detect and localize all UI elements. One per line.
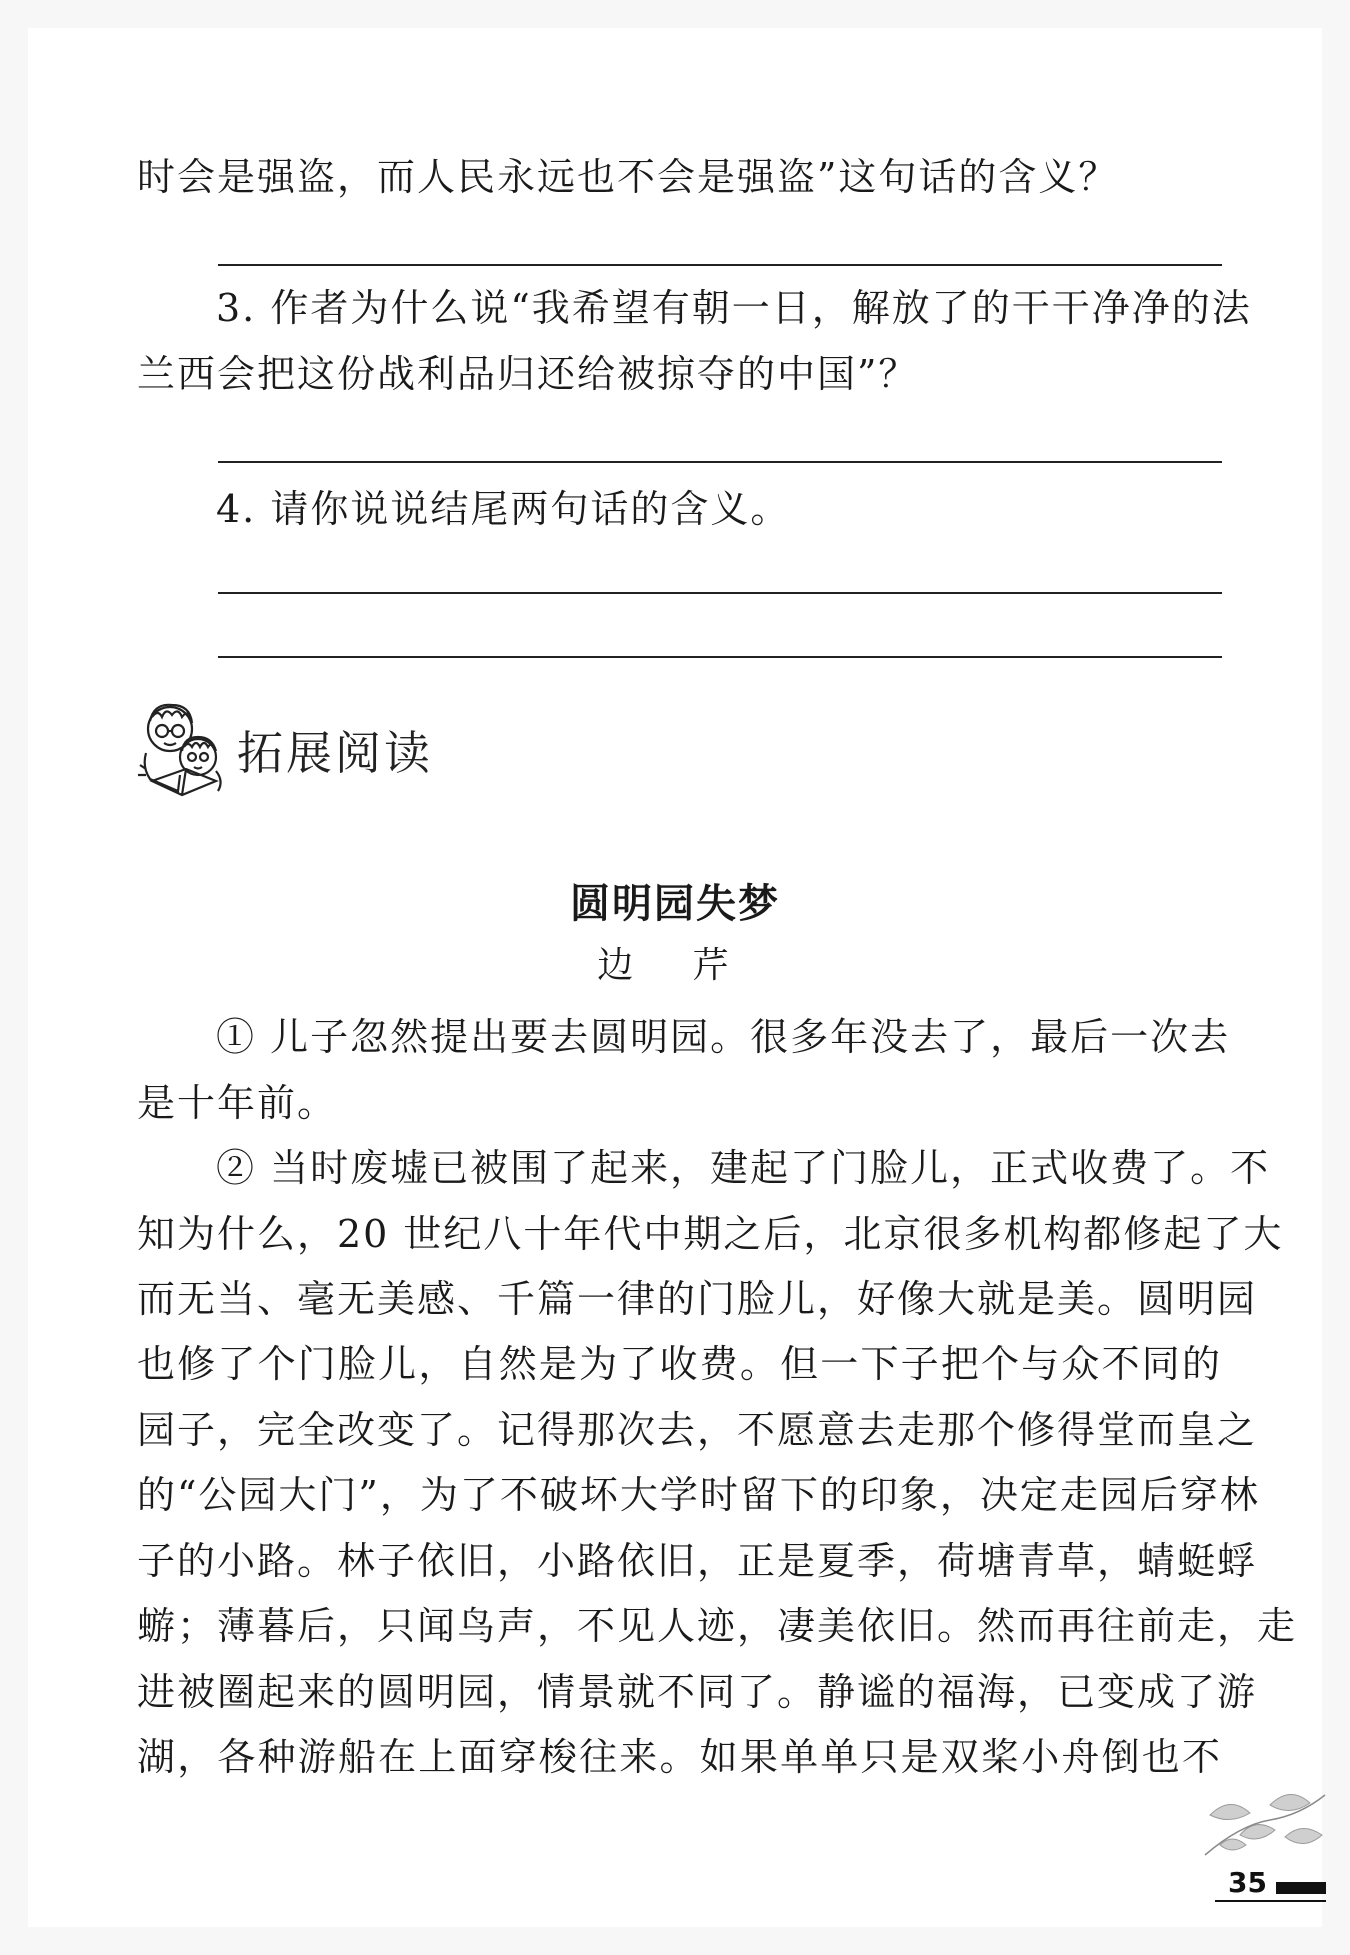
- answer-line-q4-2[interactable]: [218, 656, 1222, 658]
- leaf-decoration-icon: [1200, 1775, 1330, 1870]
- answer-line-q3[interactable]: [218, 461, 1222, 463]
- article-line: 的“公园大门”，为了不破坏大学时留下的印象，决定走园后穿林: [137, 1473, 1260, 1517]
- section-title: 拓展阅读: [237, 726, 433, 780]
- article-line: 进被圈起来的圆明园，情景就不同了。静谧的福海，已变成了游: [137, 1670, 1258, 1714]
- question-4: 4. 请你说说结尾两句话的含义。: [216, 487, 791, 531]
- article-line: 是十年前。: [137, 1081, 338, 1125]
- article-line: 也修了个门脸儿，自然是为了收费。但一下子把个与众不同的: [137, 1342, 1222, 1386]
- page-number-bar: [1276, 1882, 1326, 1894]
- section-header: [132, 695, 532, 810]
- article-line: 园子，完全改变了。记得那次去，不愿意去走那个修得堂而皇之: [137, 1408, 1258, 1452]
- article-line: ① 儿子忽然提出要去圆明园。很多年没去了，最后一次去: [216, 1015, 1231, 1059]
- reading-children-icon: [132, 695, 237, 805]
- article-line: 蝣；薄暮后，只闻鸟声，不见人迹，凄美依旧。然而再往前走，走: [137, 1604, 1298, 1648]
- article-line: 而无当、毫无美感、千篇一律的门脸儿，好像大就是美。圆明园: [137, 1277, 1258, 1321]
- answer-line-q4-1[interactable]: [218, 592, 1222, 594]
- question-3-line-1: 3. 作者为什么说“我希望有朝一日，解放了的干干净净的法: [216, 286, 1252, 330]
- answer-line-q2[interactable]: [218, 264, 1222, 266]
- article-line: 子的小路。林子依旧，小路依旧，正是夏季，荷塘青草，蜻蜓蜉: [137, 1539, 1258, 1583]
- article-line: 湖，各种游船在上面穿梭往来。如果单单只是双桨小舟倒也不: [137, 1735, 1222, 1779]
- article-title: 圆明园失梦: [570, 881, 780, 927]
- page-number-rule: [1215, 1900, 1326, 1902]
- page-number: 35: [1228, 1866, 1267, 1899]
- article-line: ② 当时废墟已被围了起来，建起了门脸儿，正式收费了。不: [216, 1146, 1271, 1190]
- article-line: 知为什么，20 世纪八十年代中期之后，北京很多机构都修起了大: [137, 1212, 1284, 1256]
- article-author: 边 芹: [597, 945, 753, 986]
- question-2-tail: 时会是强盗，而人民永远也不会是强盗”这句话的含义？: [137, 155, 1119, 199]
- question-3-line-2: 兰西会把这份战利品归还给被掠夺的中国”？: [137, 352, 919, 396]
